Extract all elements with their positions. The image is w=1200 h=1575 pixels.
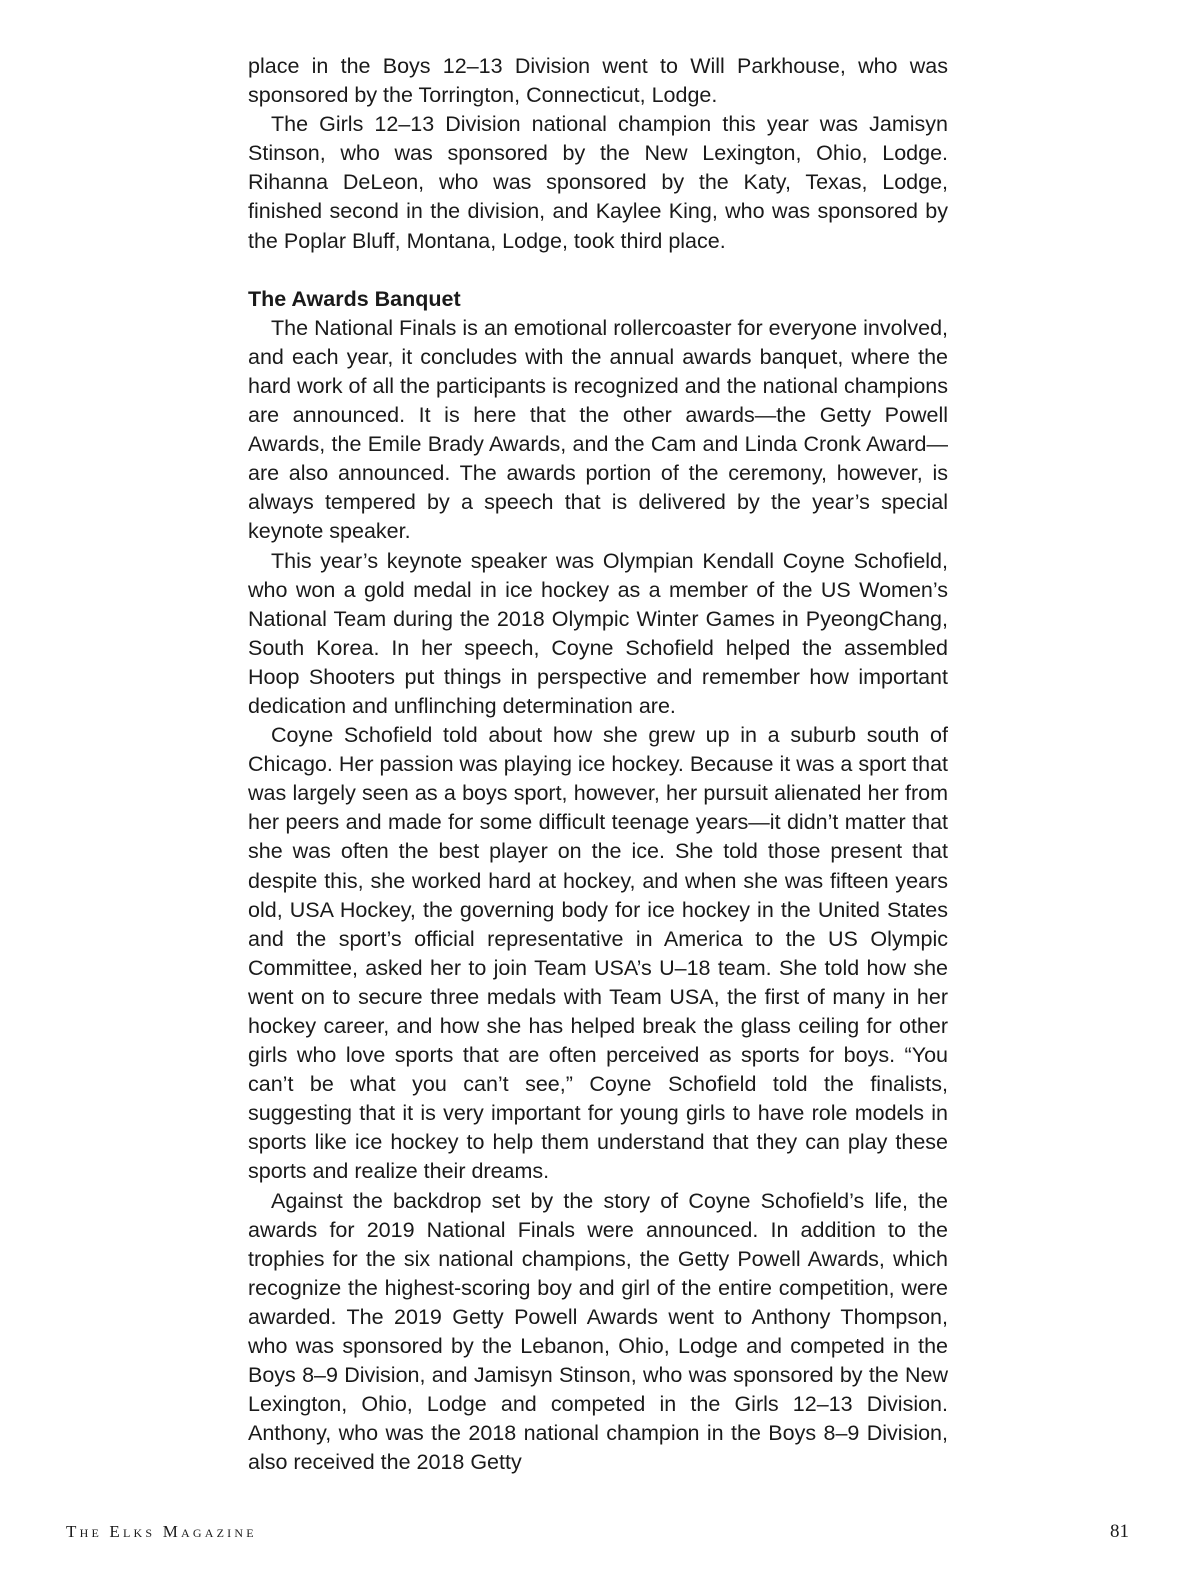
paragraph-banquet: The National Finals is an emotional rollercoaster for everyone involved, and each year, it concludes with the annual awards banquet, where the hard work of all the participants is recognized and the national champions are announced. It is here that the other awards—the Getty Powell Awards, the Emile Brady Awards, and the Cam and Linda Cronk Award—are also announced. The awards portion of the ceremony, however, is always tempered by a speech that is delivered by the year’s special keynote speaker. xyxy=(248,315,948,544)
paragraph-awards: Against the backdrop set by the story of Coyne Schofield’s life, the awards for 2019 National Finals were announced. In addition to the trophies for the six national champions, the Getty Powell Awards, which recognize the highest-scoring boy and girl of the entire competition, were awarded. The 2019 Getty Powell Awards went to Anthony Thompson, who was sponsored by the Lebanon, Ohio, Lodge and competed in the Boys 8–9 Division, and Jamisyn Stinson, who was sponsored by the New Lexington, Ohio, Lodge and competed in the Girls 12–13 Division. Anthony, who was the 2018 national champion in the Boys 8–9 Division, also received the 2018 Getty xyxy=(248,1188,948,1475)
paragraph-story: Coyne Schofield told about how she grew up in a suburb south of Chicago. Her passion was playing ice hockey. Because it was a sport that was largely seen as a boys sport, however, her pursuit alienated her from her peers and made for some difficult teenage years—it didn’t matter that she was often the best player on the ice. She told those present that despite this, she worked hard at hockey, and when she was fifteen years old, USA Hockey, the governing body for ice hockey in the United States and the sport’s official representative in America to the US Olympic Committee, asked her to join Team USA’s U–18 team. She told how she went on to secure three medals with Team USA, the first of many in her hockey career, and how she has helped break the glass ceiling for other girls who love sports that are often perceived as sports for boys. “You can’t be what you can’t see,” Coyne Schofield told the finalists, suggesting that it is very important for young girls to have role models in sports like ice hockey to help them understand that they can play these sports and realize their dreams. xyxy=(248,723,948,1184)
article-body xyxy=(248,52,948,1478)
paragraph-keynote: This year’s keynote speaker was Olympian Kendall Coyne Schofield, who won a gold medal in ice hockey as a member of the US Women’s National Team during the 2018 Olympic Winter Games in PyeongChang, South Korea. In her speech, Coyne Schofield helped the assembled Hoop Shooters put things in perspective and remember how important dedication and unflinching determination are. xyxy=(248,548,948,718)
paragraph-continued: place in the Boys 12–13 Division went to Will Parkhouse, who was sponsored by the Torrington, Connecticut, Lodge. xyxy=(248,54,948,108)
paragraph-girls-division: The Girls 12–13 Division national champion this year was Jamisyn Stinson, who was sponsored by the New Lexington, Ohio, Lodge. Rihanna DeLeon, who was sponsored by the Katy, Texas, Lodge, finished second in the division, and Kaylee King, who was sponsored by the Poplar Bluff, Montana, Lodge, took third place. xyxy=(248,112,948,253)
page-number: 81 xyxy=(1110,1521,1129,1542)
section-heading: The Awards Banquet xyxy=(248,286,461,311)
publication-name: The Elks Magazine xyxy=(66,1522,257,1541)
